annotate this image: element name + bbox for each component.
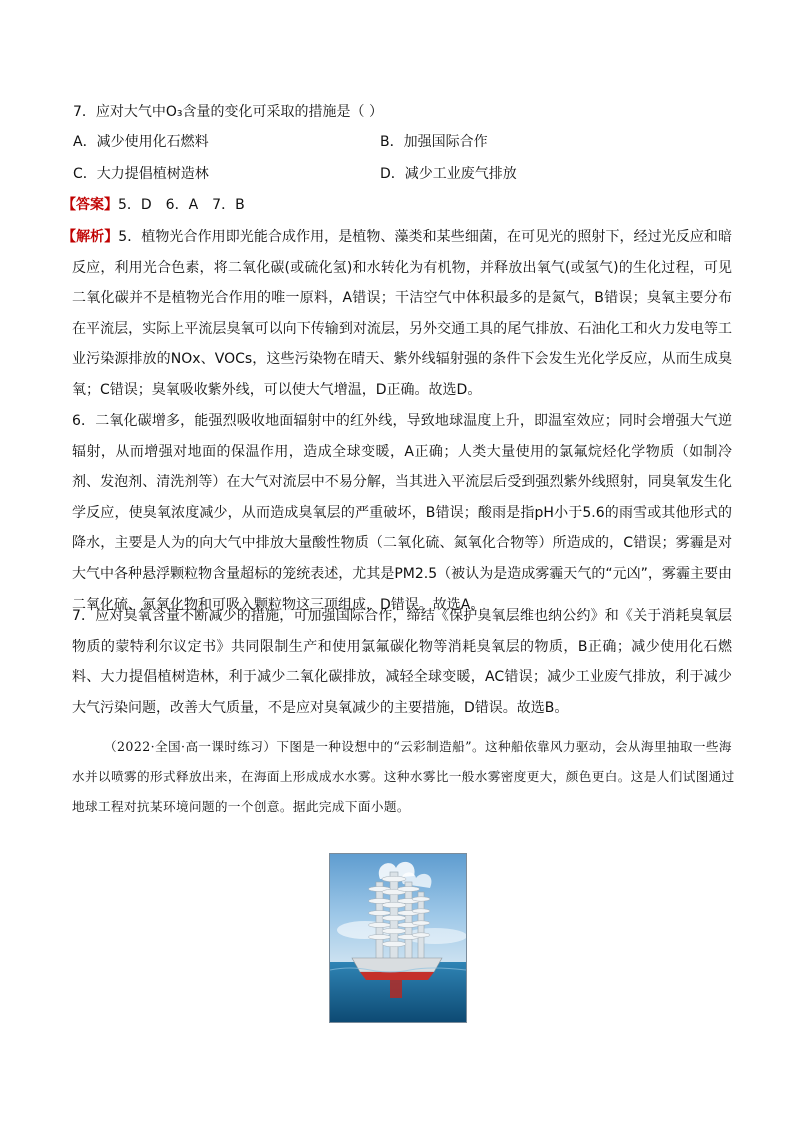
option-a: A．减少使用化石燃料 — [73, 134, 209, 150]
ship-deck — [352, 958, 442, 972]
analysis-label: 【解析】 — [62, 229, 119, 245]
answer-text: 5．D 6．A 7．B — [118, 197, 245, 213]
cloud-ship-image — [329, 853, 467, 1023]
analysis-paragraph-5 — [62, 222, 733, 406]
analysis-text-5: 5．植物光合作用即光能合成作用，是植物、藻类和某些细菌，在可见光的照射下，经过光反应和暗反应，利用光合色素，将二氧化碳(或硫化氢)和水转化为有机物，并释放出氧气(或氢气)的生化过程，可见二氧化碳并不是植物光合作用的唯一原料，A错误；干洁空气中体积最多的是氮气，B错误；臭氧主要分布在平流层，实际上平流层臭氧可以向下传输到对流层，另外交通工具的尾气排放、石油化工和火力发电等工业污染源排放的NOx、VOCs，这些污染物在晴天、紫外线辐射强的条件下会发生光化学反应，从而生成臭氧；C错误；臭氧吸收紫外线，可以使大气增温，D正确。故选D。 — [72, 229, 733, 398]
ship-keel — [390, 980, 402, 998]
question-7-title: 7．应对大气中O₃含量的变化可采取的措施是（ ） — [73, 104, 383, 120]
cloud-ship-illustration — [330, 854, 466, 1022]
answer-label: 【答案】 — [62, 197, 118, 213]
analysis-paragraph-6: 6．二氧化碳增多，能强烈吸收地面辐射中的红外线，导致地球温度上升，即温室效应；同时会增强大气逆辐射，从而增强对地面的保温作用，造成全球变暖，A正确；人类大量使用的氯氟烷烃化学物质（如制冷剂、发泡剂、清洗剂等）在大气对流层中不易分解，当其进入平流层后受到强烈紫外线照射，同臭氧发生化学反应，使臭氧浓度减少，从而造成臭氧层的严重破坏，B错误；酸雨是指pH小于5.6的雨雪或其他形式的降水，主要是人为的向大气中排放大量酸性物质（二氧化硫、氮氧化合物等）所造成的，C错误；雾霾是对大气中各种悬浮颗粒物含量超标的笼统表述，尤其是PM2.5（被认为是造成雾霾天气的“元凶”，雾霾主要由二氧化硫、氮氧化物和可吸入颗粒物这三项组成，D错误。故选A。 — [72, 413, 732, 613]
analysis-paragraph-7: 7．应对臭氧含量不断减少的措施，可加强国际合作，缔结《保护臭氧层维也纳公约》和《关于消耗臭氧层物质的蒙特利尔议定书》共同限制生产和使用氯氟碳化物等消耗臭氧层的物质，B正确；减少使用化石燃料、大力提倡植树造林，利于减少二氧化碳排放，减轻全球变暖，AC错误；减少工业废气排放，利于减少大气污染问题，改善大气质量，不是应对臭氧减少的主要措施，D错误。故选B。 — [72, 608, 732, 716]
answer-line — [62, 195, 245, 215]
option-d: D．减少工业废气排放 — [380, 166, 517, 182]
option-c: C．大力提倡植树造林 — [73, 166, 209, 182]
next-question-intro: （2022·全国·高一课时练习）下图是一种设想中的“云彩制造船”。这种船依靠风力驱动，会从海里抽取一些海水并以喷雾的形式释放出来，在海面上形成成水水雾。这种水雾比一般水雾密度更大，颜色更白。这是人们试图通过地球工程对抗某环境问题的一个创意。据此完成下面小题。 — [72, 739, 735, 814]
option-b: B．加强国际合作 — [380, 134, 488, 150]
ship-hull — [360, 972, 434, 980]
